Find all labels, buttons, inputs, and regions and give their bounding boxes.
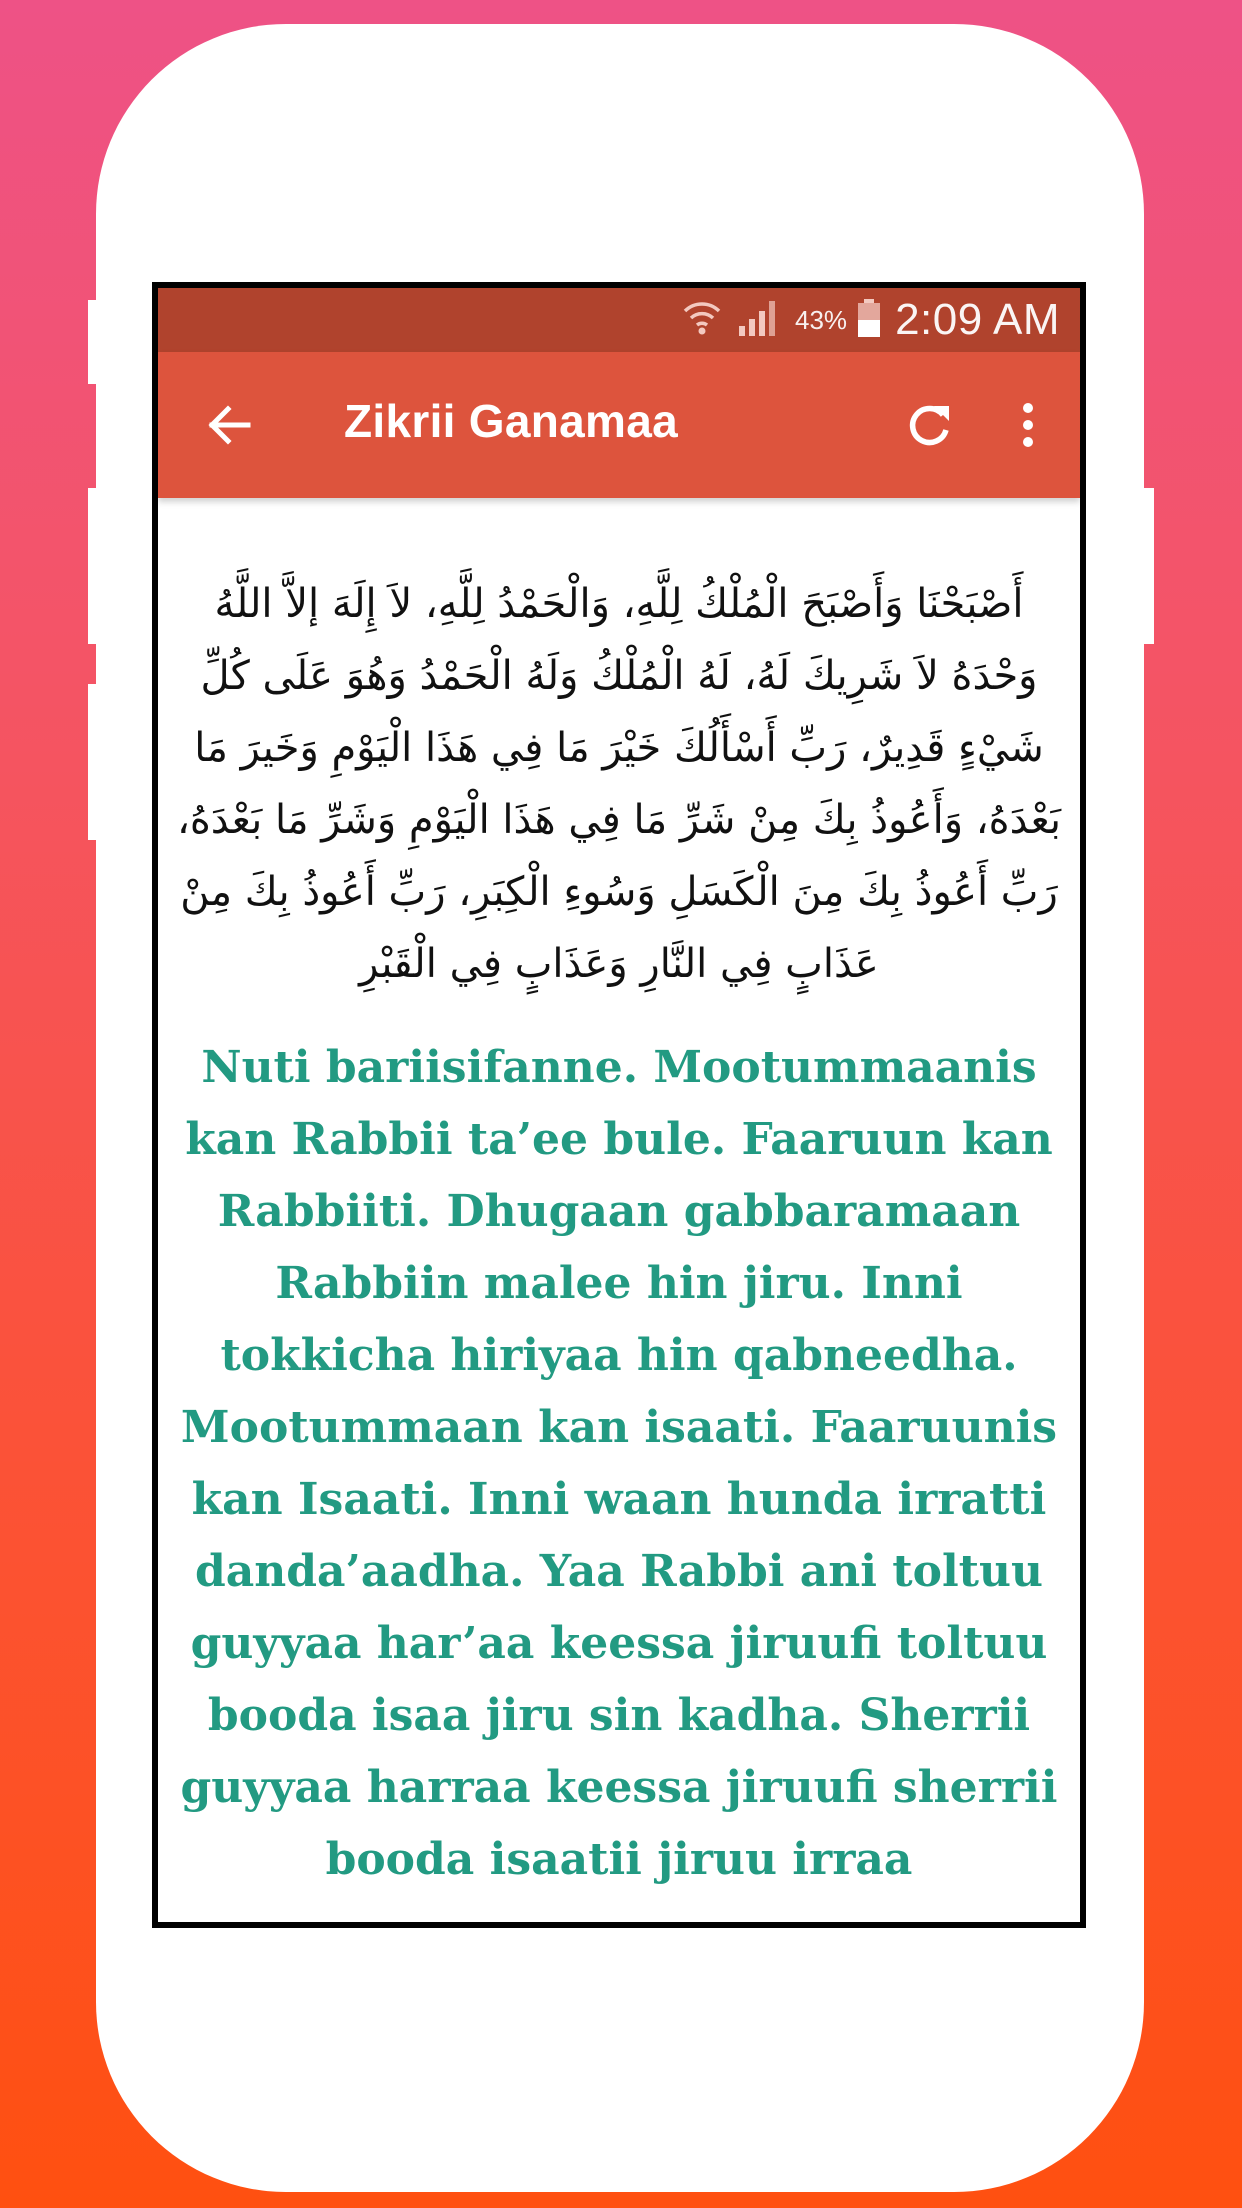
status-time: 2:09 AM bbox=[895, 295, 1060, 344]
translation-text: Nuti bariisifanne. Mootummaanis kan Rabbii ta’ee bule. Faaruun kan Rabbiiti. Dhugaan gabbaramaan Rabbiin malee hin jiru. Inni tokkicha hiriyaa hin qabneedha. Mootummaan kan isaati. Faaruunis kan Isaati. Inni waan hunda irratti danda’aadha. Yaa Rabbi ani toltuu guyyaa har’aa keessa jiruufi toltuu booda isaa jiru sin kadha. Sherrii guyyaa harraa keessa jiruufi sherrii booda isaatii jiruu irraa bbox=[180, 1042, 1058, 1885]
app-toolbar bbox=[158, 352, 1080, 498]
arabic-dua-text: أَصْبَحْنَا وَأَصْبَحَ الْمُلْكُ لِلَّهِ، وَالْحَمْدُ لِلَّهِ، لاَ إِلَهَ إلاَّ اللَّهُ وَحْدَهُ لاَ شَرِيكَ لَهُ، لَهُ الْمُلْكُ وَلَهُ الْحَمْدُ وَهُوَ عَلَى كُلِّ شَيْءٍ قَدِيرٌ، رَبِّ أَسْأَلُكَ خَيْرَ مَا فِي هَذَا الْيَوْمِ وَخَيرَ مَا بَعْدَهُ، وَأَعُوذُ بِكَ مِنْ شَرِّ مَا فِي هَذَا الْيَوْمِ وَشَرِّ مَا بَعْدَهُ، رَبِّ أَعُوذُ بِكَ مِنَ الْكَسَلِ وَسُوءِ الْكِبَرِ، رَبِّ أَعُوذُ بِكَ مِنْ عَذَابٍ فِي النَّارِ وَعَذَابٍ فِي الْقَبْرِ bbox=[176, 581, 1062, 987]
battery-icon bbox=[857, 298, 881, 343]
page-title: Zikrii Ganamaa bbox=[344, 395, 679, 447]
more-vert-icon[interactable] bbox=[1020, 400, 1036, 450]
refresh-icon[interactable] bbox=[904, 400, 954, 450]
app-screen bbox=[152, 282, 1086, 1928]
battery-percent: 43% bbox=[795, 304, 848, 335]
status-bar bbox=[158, 288, 1080, 352]
signal-icon bbox=[737, 298, 781, 343]
wifi-icon bbox=[681, 297, 723, 344]
arrow-left-icon[interactable] bbox=[202, 398, 256, 452]
dua-content bbox=[158, 498, 1080, 1922]
